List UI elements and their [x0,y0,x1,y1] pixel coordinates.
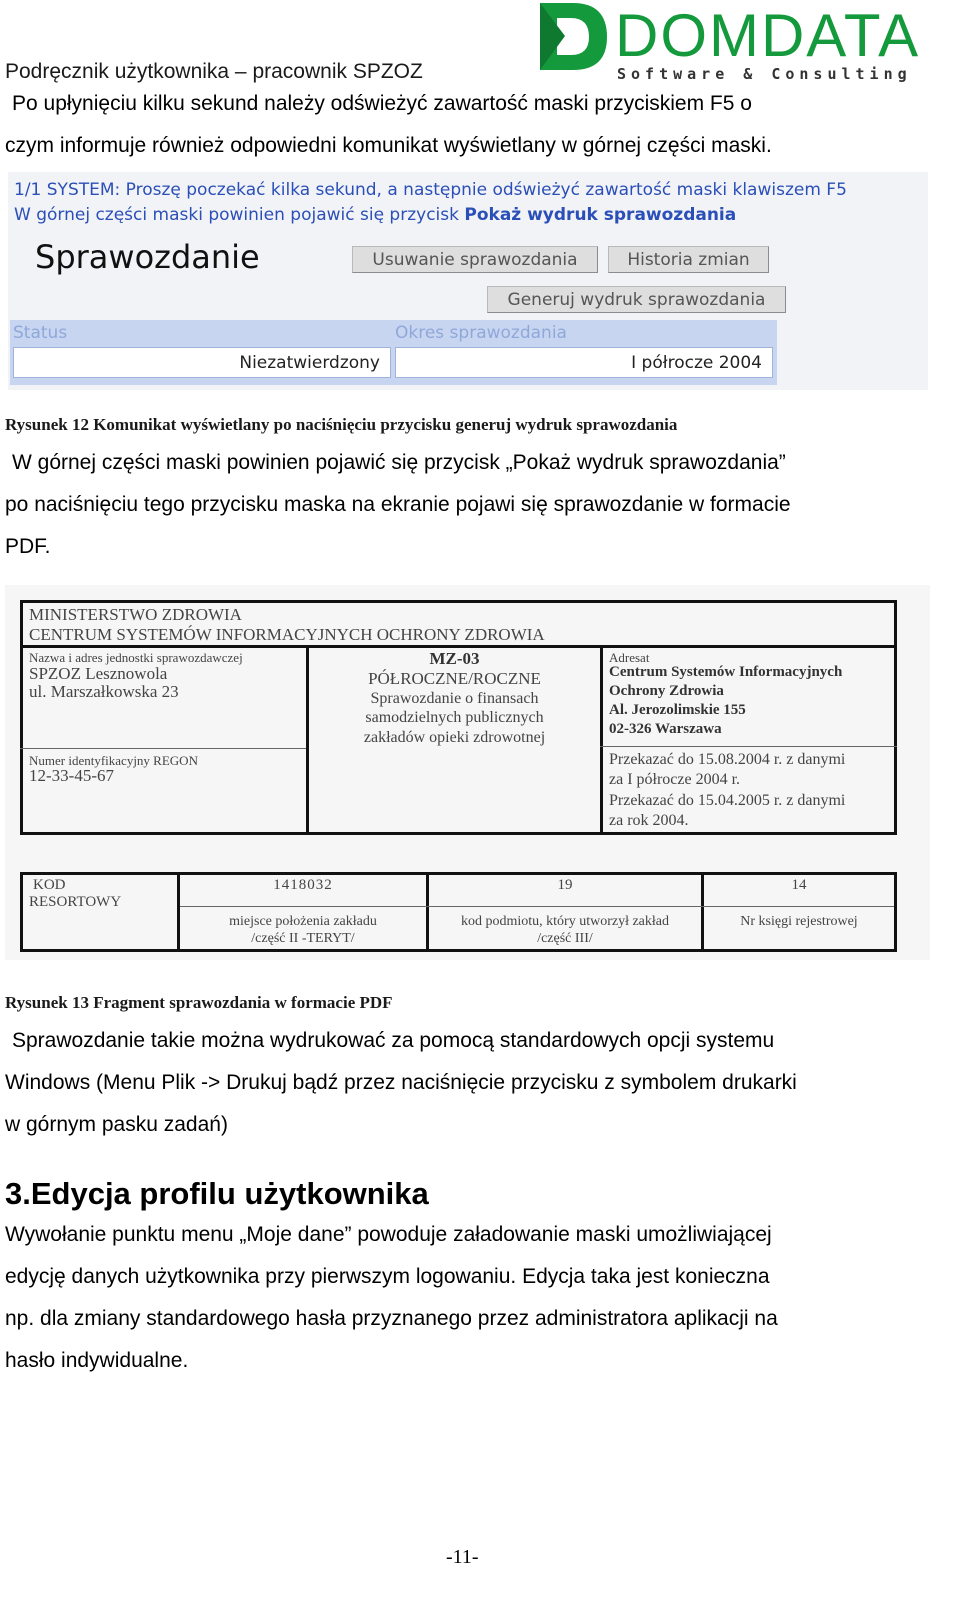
unit-label: Nazwa i adres jednostki sprawozdawczej [29,650,243,665]
divider [180,906,894,907]
form-description: samodzielnych publicznych [365,709,544,726]
figure-13-caption: Rysunek 13 Fragment sprawozdania w formacie PDF [5,993,393,1012]
paragraph-line: czym informuje również odpowiedni komunikat wyświetlany w górnej części maski. [5,134,772,157]
divider [20,645,897,648]
paragraph-line: PDF. [5,535,51,558]
generate-report-button[interactable]: Generuj wydruk sprawozdania [487,286,786,313]
deadline-line: Przekazać do 15.08.2004 r. z danymi [609,751,846,768]
show-report-link[interactable]: Pokaż wydruk sprawozdania [464,205,737,225]
paragraph-line: W górnej części maski powinien pojawić się przycisk „Pokaż wydruk sprawozdania” [12,451,786,474]
unit-name: SPZOZ Lesznowola [29,664,168,683]
regon-label: Numer identyfikacyjny REGON [29,753,198,768]
paragraph-line: Wywołanie punktu menu „Moje dane” powoduje załadowanie maski umożliwiającej [5,1223,772,1246]
divider [20,748,306,749]
unit-address: ul. Marszałkowska 23 [29,682,179,701]
addressee-label: Adresat [609,650,650,665]
teryt-description: miejsce położenia zakładu [229,914,377,929]
divider [600,746,897,747]
period-field[interactable]: I półrocze 2004 [395,347,773,378]
deadline-line: za rok 2004. [609,812,689,829]
register-number-value: 14 [791,877,807,893]
divider [600,645,603,835]
deadline-line: za I półrocze 2004 r. [609,771,741,788]
system-hint-text: W górnej części maski powinien pojawić się przycisk [14,205,465,225]
deadline-line: Przekazać do 15.04.2005 r. z danymi [609,792,846,809]
change-history-button[interactable]: Historia zmian [608,246,769,273]
addressee-line: Ochrony Zdrowia [609,683,724,699]
paragraph-line: Sprawozdanie takie można wydrukować za pomocą standardowych opcji systemu [12,1029,775,1052]
status-label: Status [13,323,68,343]
teryt-value: 1418032 [273,877,333,893]
logo-subtitle: Software & Consulting [617,65,912,82]
paragraph-line: np. dla zmiany standardowego hasła przyznanego przez administratora aplikacji na [5,1307,778,1330]
founder-code-description: kod podmiotu, który utworzył zakład [460,914,670,929]
system-message-text: Proszę poczekać kilka sekund, a następnie odświeżyć zawartość maski klawiszem F5 [120,180,847,200]
founder-code-value: 19 [557,877,573,893]
ministry-name: MINISTERSTWO ZDROWIA [29,605,242,624]
addressee-line: 02-326 Warszawa [609,721,722,737]
addressee-line: Centrum Systemów Informacyjnych [609,664,843,680]
domdata-logo [535,0,935,82]
delete-report-button[interactable]: Usuwanie sprawozdania [352,246,598,273]
form-title: Sprawozdanie [35,238,260,276]
paragraph-line: hasło indywidualne. [5,1349,189,1372]
paragraph-line: Windows (Menu Plik -> Drukuj bądź przez naciśnięcie przycisku z symbolem drukarki [5,1071,797,1094]
status-field[interactable]: Niezatwierdzony [13,347,391,378]
figure-12-caption: Rysunek 12 Komunikat wyświetlany po naciśnięciu przycisku generuj wydruk sprawozdania [5,415,678,434]
logo-wordmark: DOMDATA [615,2,921,69]
paragraph-line: w górnym pasku zadań) [5,1113,228,1136]
document-title: Podręcznik użytkownika – pracownik SPZOZ [5,60,423,83]
system-message [14,180,847,200]
paragraph-line: po naciśnięciu tego przycisku maska na ekranie pojawi się sprawozdanie w formacie [5,493,791,516]
addressee-line: Al. Jerozolimskie 155 [609,702,746,718]
teryt-description: /część II -TERYT/ [251,931,355,946]
form-code: MZ-03 [429,649,480,668]
section-heading: 3.Edycja profilu użytkownika [5,1176,429,1211]
form-description: Sprawozdanie o finansach [370,690,539,707]
kod-label: KOD [33,877,66,893]
paragraph-line: edycję danych użytkownika przy pierwszym logowaniu. Edycja taka jest konieczna [5,1265,770,1288]
paragraph-line: Po upłynięciu kilku sekund należy odświeżyć zawartość maski przyciskiem F5 o [12,92,752,115]
page-number: -11- [446,1546,479,1568]
regon-value: 12-33-45-67 [29,766,114,785]
form-type: PÓŁROCZNE/ROCZNE [368,669,541,688]
ministry-centre: CENTRUM SYSTEMÓW INFORMACYJNYCH OCHRONY ZDROWIA [29,625,545,644]
register-number-description: Nr księgi rejestrowej [740,914,858,929]
founder-code-description: /część III/ [537,931,593,946]
period-label: Okres sprawozdania [395,323,567,343]
system-message-prefix: 1/1 SYSTEM: [14,180,121,200]
system-hint [14,205,736,225]
form-description: zakładów opieki zdrowotnej [363,729,546,746]
resortowy-label: RESORTOWY [29,894,122,910]
logo-mark [540,3,607,70]
